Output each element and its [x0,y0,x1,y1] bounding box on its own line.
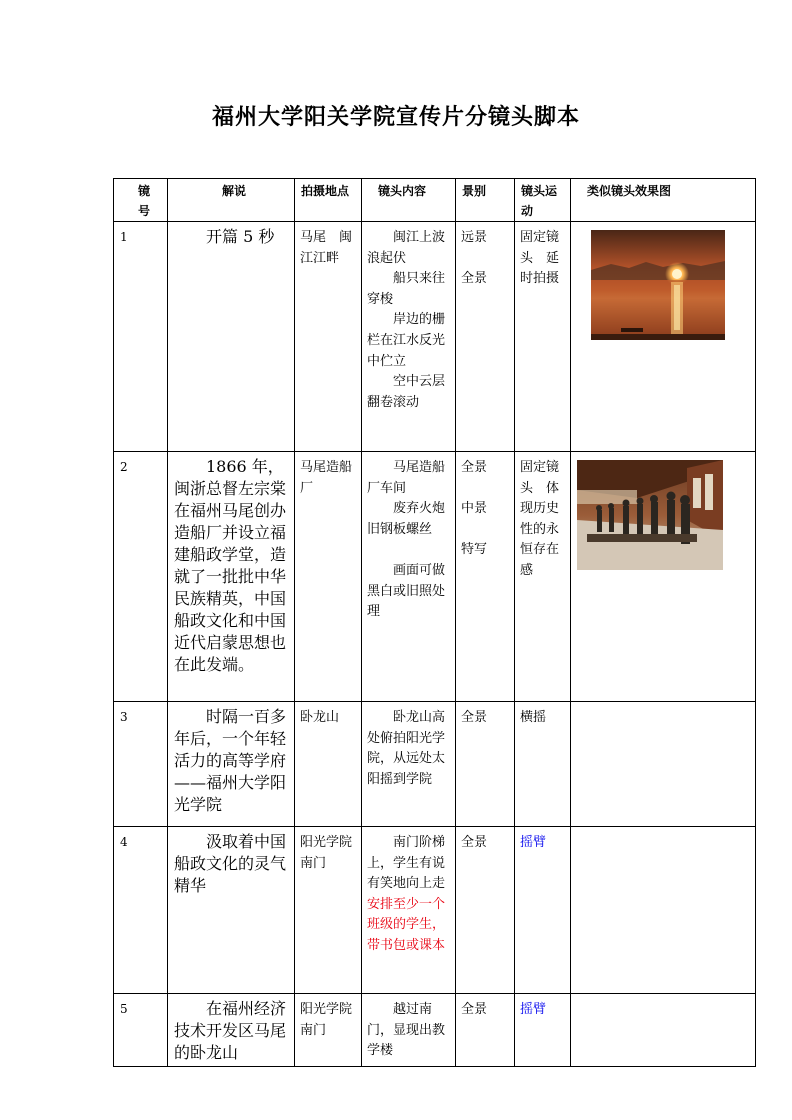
page-title: 福州大学阳关学院宣传片分镜头脚本 [211,105,580,130]
effect-image-cell [571,702,756,827]
shot-number-cell: 1 [114,222,168,452]
shot-number-cell: 2 [114,452,168,702]
movement-cell: 固定镜头 体现历史性的永恒存在感 [515,452,571,702]
location-cell: 马尾 闽江江畔 [295,222,362,452]
effect-image-cell [571,452,756,702]
location-cell: 阳光学院南门 [295,994,362,1067]
effect-image-cell [571,222,756,452]
content-note: 安排至少一个班级的学生，带书包或课本 [367,896,446,953]
shot-size-cell: 远景 全景 [456,222,515,452]
effect-image-cell [571,827,756,994]
header-shot: 景别 [456,179,515,222]
content-cell: 卧龙山高处俯拍阳光学院，从远处太阳摇到学院 [362,702,456,827]
narration-cell: 1866 年，闽浙总督左宗棠在福州马尾创办造船厂并设立福建船政学堂，造就了一批批中华民族精英，中国船政文化和中国近代启蒙思想也在此发端。 [168,452,295,702]
table-row [114,994,756,1067]
location-cell: 阳光学院南门 [295,827,362,994]
movement-cell [515,827,571,994]
effect-image-cell [571,994,756,1067]
sunset-river-image [591,230,725,340]
location-cell: 马尾造船厂 [295,452,362,702]
table-row [114,827,756,994]
narration-cell: 在福州经济技术开发区马尾的卧龙山 [168,994,295,1067]
header-effect: 类似镜头效果图 [571,179,756,222]
storyboard-table [113,178,756,1067]
narration-cell: 汲取着中国船政文化的灵气精华 [168,827,295,994]
movement-cell [515,994,571,1067]
shot-size-cell: 全景 中景 特写 [456,452,515,702]
header-location: 拍摄地点 [295,179,362,222]
content-cell: 越过南门，显现出教学楼 [362,994,456,1067]
header-content: 镜头内容 [362,179,456,222]
content-cell: 南门阶梯上，学生有说有笑地向上走 安排至少一个班级的学生，带书包或课本 [362,827,456,994]
table-row [114,222,756,452]
shot-number-cell: 4 [114,827,168,994]
content-cell: 马尾造船厂车间 废弃火炮 旧钢板螺丝 画面可做黑白或旧照处理 [362,452,456,702]
shot-size-cell: 全景 [456,702,515,827]
shipyard-hall-image [577,460,723,570]
narration-cell: 时隔一百多年后，一个年轻活力的高等学府——福州大学阳光学院 [168,702,295,827]
header-no: 镜号 [114,179,168,222]
location-cell: 卧龙山 [295,702,362,827]
shot-size-cell: 全景 [456,994,515,1067]
shot-size-cell: 全景 [456,827,515,994]
movement-cell: 横摇 [515,702,571,827]
shot-number-cell: 5 [114,994,168,1067]
shot-number-cell: 3 [114,702,168,827]
content-cell: 闽江上波浪起伏 船只来往穿梭 岸边的栅栏在江水反光中伫立 空中云层翻卷滚动 [362,222,456,452]
table-row [114,702,756,827]
movement-cell: 固定镜头 延时拍摄 [515,222,571,452]
header-movement: 镜头运动 [515,179,571,222]
header-narration: 解说 [168,179,295,222]
table-row [114,452,756,702]
header-row [114,179,756,222]
movement-link[interactable]: 摇臂 [520,1002,547,1017]
movement-link[interactable]: 摇臂 [520,835,547,850]
narration-cell: 开篇 5 秒 [168,222,295,452]
